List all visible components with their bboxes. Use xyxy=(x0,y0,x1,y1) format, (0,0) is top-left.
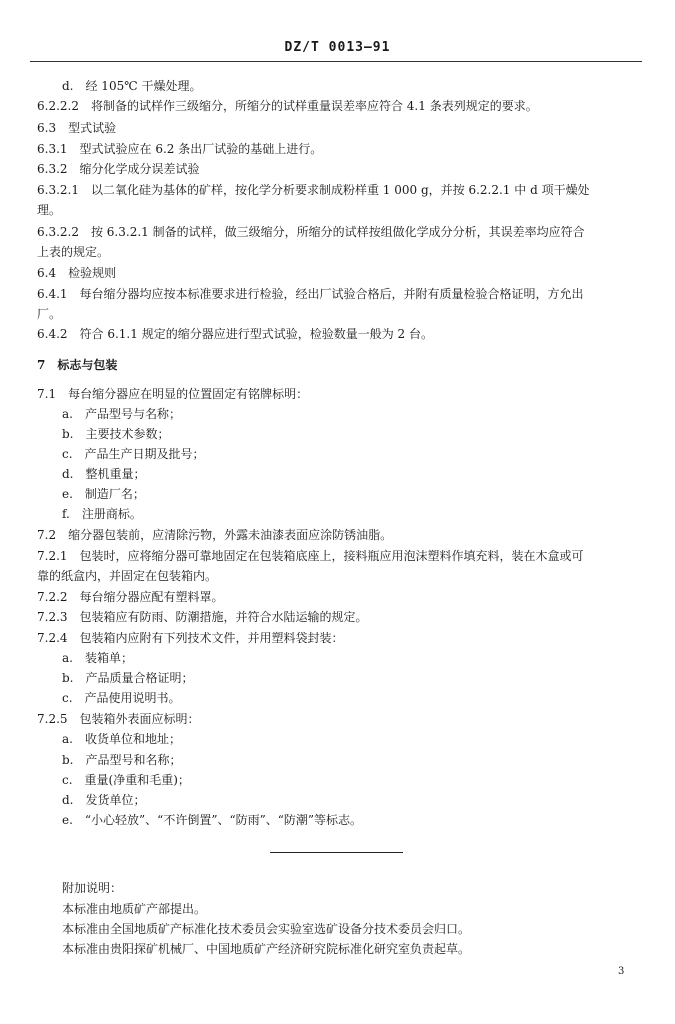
clause-6-4-2: 6.4.2 符合 6.1.1 规定的缩分器应进行型式试验，检验数量一般为 2 台。 xyxy=(37,327,433,341)
note-proposer: 本标准由地质矿产部提出。 xyxy=(62,902,207,916)
clause-7-2-4: 7.2.4 包装箱内应附有下列技术文件，并用塑料袋封装： xyxy=(37,631,344,645)
list-item-7-2-5-b: b. 产品型号和名称； xyxy=(62,753,182,767)
clause-7-2-2: 7.2.2 每台缩分器应配有塑料罩。 xyxy=(37,590,224,604)
clause-6-3-2-2: 6.3.2.2 按 6.3.2.1 制备的试样，做三级缩分，所缩分的试样按组做化学成分分析，其误差率均应符合 xyxy=(37,225,585,239)
list-item-7-2-4-c: c. 产品使用说明书。 xyxy=(62,691,181,705)
clause-6-4-1: 6.4.1 每台缩分器均应按本标准要求进行检验，经出厂试验合格后，并附有质量检验合格证明，方允出 xyxy=(37,287,584,301)
clause-6-2-2-2: 6.2.2.2 将制备的试样作三级缩分，所缩分的试样重量误差率应符合 4.1 条表列规定的要求。 xyxy=(37,99,538,113)
note-drafter: 本标准由贵阳探矿机械厂、中国地质矿产经济研究院标准化研究室负责起草。 xyxy=(62,942,471,956)
clause-6-3-2-2-cont: 上表的规定。 xyxy=(37,245,110,259)
clause-7-2: 7.2 缩分器包装前，应清除污物，外露未油漆表面应涂防锈油脂。 xyxy=(37,528,393,542)
clause-6-3-2: 6.3.2 缩分化学成分误差试验 xyxy=(37,162,200,176)
clause-7-1: 7.1 每台缩分器应在明显的位置固定有铭牌标明： xyxy=(37,387,309,401)
clause-7-2-1-cont: 靠的纸盒内，并固定在包装箱内。 xyxy=(37,569,218,583)
page-number: 3 xyxy=(618,966,625,977)
clause-6-4: 6.4 检验规则 xyxy=(37,266,117,280)
clause-7-2-1: 7.2.1 包装时，应将缩分器可靠地固定在包装箱底座上，接料瓶应用泡沫塑料作填充料，装在木盒或可 xyxy=(37,549,584,563)
note-administrator: 本标准由全国地质矿产标准化技术委员会实验室选矿设备分技术委员会归口。 xyxy=(62,922,471,936)
list-item-7-1-d: d. 整机重量； xyxy=(62,467,146,481)
list-item-7-2-5-e: e. “小心轻放”、“不许倒置”、“防雨”、“防潮”等标志。 xyxy=(62,813,362,827)
clause-6-3-1: 6.3.1 型式试验应在 6.2 条出厂试验的基础上进行。 xyxy=(37,142,323,156)
list-item-7-1-b: b. 主要技术参数； xyxy=(62,427,170,441)
list-item-7-1-e: e. 制造厂名； xyxy=(62,487,145,501)
list-item-7-1-f: f. 注册商标。 xyxy=(62,507,142,521)
header-rule xyxy=(30,61,642,62)
clause-6-3-2-1: 6.3.2.1 以二氧化硅为基体的矿样，按化学分析要求制成粉样重 1 000 g，并按 6.2.2.1 中 d 项干燥处 xyxy=(37,183,590,197)
list-item-7-2-5-d: d. 发货单位； xyxy=(62,793,146,807)
clause-6-4-1-cont: 厂。 xyxy=(37,307,62,321)
list-item-7-2-4-b: b. 产品质量合格证明； xyxy=(62,671,194,685)
section-divider xyxy=(270,852,403,853)
list-item-7-1-a: a. 产品型号与名称； xyxy=(62,407,181,421)
clause-6-3-2-1-cont: 理。 xyxy=(37,203,62,217)
clause-7-2-5: 7.2.5 包装箱外表面应标明： xyxy=(37,712,200,726)
clause-7-2-3: 7.2.3 包装箱应有防雨、防潮措施，并符合水陆运输的规定。 xyxy=(37,610,368,624)
list-item-7-2-4-a: a. 装箱单； xyxy=(62,651,133,665)
list-item-7-2-5-a: a. 收货单位和地址； xyxy=(62,732,181,746)
list-item-7-1-c: c. 产品生产日期及批号； xyxy=(62,447,205,461)
notes-title: 附加说明： xyxy=(62,881,123,895)
item-d-dry: d. 经 105℃ 干燥处理。 xyxy=(62,79,202,93)
standard-code-header: DZ/T 0013—91 xyxy=(284,40,391,55)
clause-6-3: 6.3 型式试验 xyxy=(37,121,117,135)
list-item-7-2-5-c: c. 重量(净重和毛重)； xyxy=(62,773,190,787)
section-7-heading: 7 标志与包装 xyxy=(37,358,118,372)
